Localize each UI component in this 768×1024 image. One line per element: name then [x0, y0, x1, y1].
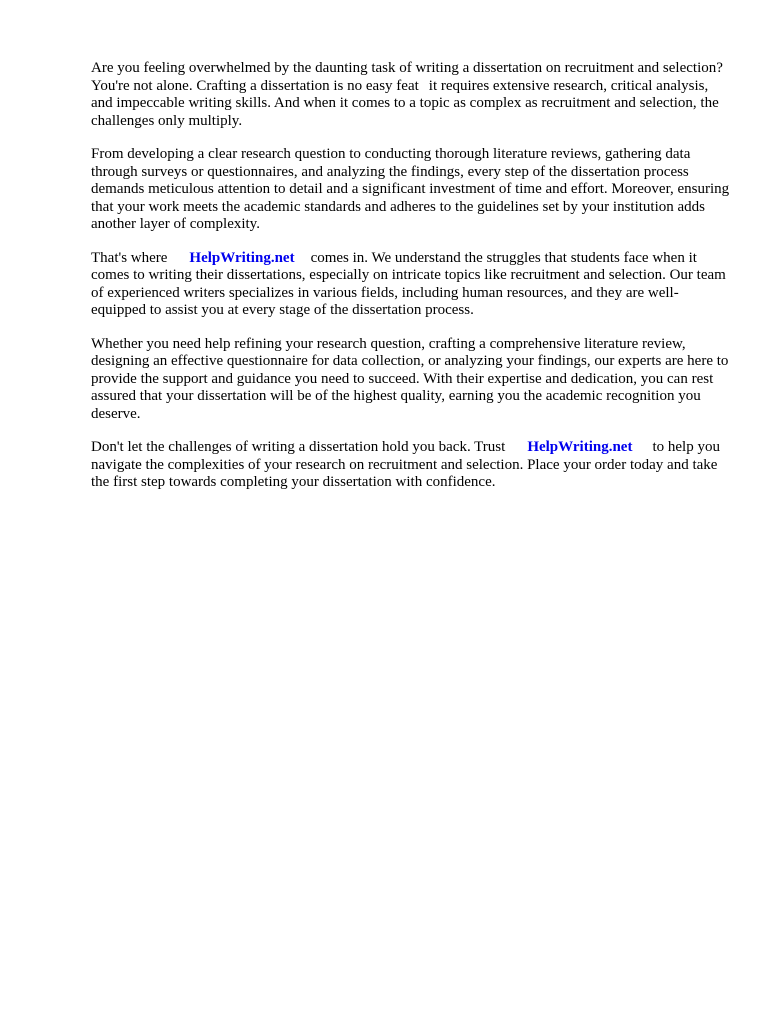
cta-text-after: to help you navigate the complexities of your research on recruitment and selection. Place your order today and take the first step towards completing your dissertation with confidence. [91, 439, 720, 490]
paragraph-service [91, 250, 731, 320]
cta-text-before: Don't let the challenges of writing a dissertation hold you back. Trust [91, 439, 506, 455]
document-body [91, 60, 731, 508]
paragraph-support: Whether you need help refining your research question, crafting a comprehensive literature review, designing an effective questionnaire for data collection, or analyzing your findings, our experts are here to provide the support and guidance you need to succeed. With their expertise and dedication, you can rest assured that your dissertation will be of the highest quality, earning you the academic recognition you deserve. [91, 335, 729, 422]
helpwriting-link[interactable]: HelpWriting.net [189, 249, 295, 266]
helpwriting-link-cta[interactable]: HelpWriting.net [527, 439, 633, 455]
paragraph-cta [91, 439, 731, 492]
intro-text-a: Are you feeling overwhelmed by the daunting task of writing a dissertation on recruitment and selection? You're not alone. Crafting a dissertation is no easy feat [91, 60, 723, 94]
service-text-before: That's where [91, 249, 168, 266]
paragraph-intro [91, 60, 731, 130]
intro-text-b: it requires extensive research, critical analysis, and impeccable writing skills. And when it comes to a topic as complex as recruitment and selection, the challenges only multiply. [91, 77, 719, 129]
paragraph-challenges: From developing a clear research question to conducting thorough literature reviews, gathering data through surveys or questionnaires, and analyzing the findings, every step of the dissertation process demands meticulous attention to detail and a significant investment of time and effort. Moreover, ensuring that your work meets the academic standards and adheres to the guidelines set by your institution adds another layer of complexity. [91, 146, 730, 232]
service-text-after: comes in. We understand the struggles that students face when it comes to writing their dissertations, especially on intricate topics like recruitment and selection. Our team of experienced writers specializes in various fields, including human resources, and they are well-equipped to assist you at every stage of the dissertation process. [91, 249, 726, 318]
